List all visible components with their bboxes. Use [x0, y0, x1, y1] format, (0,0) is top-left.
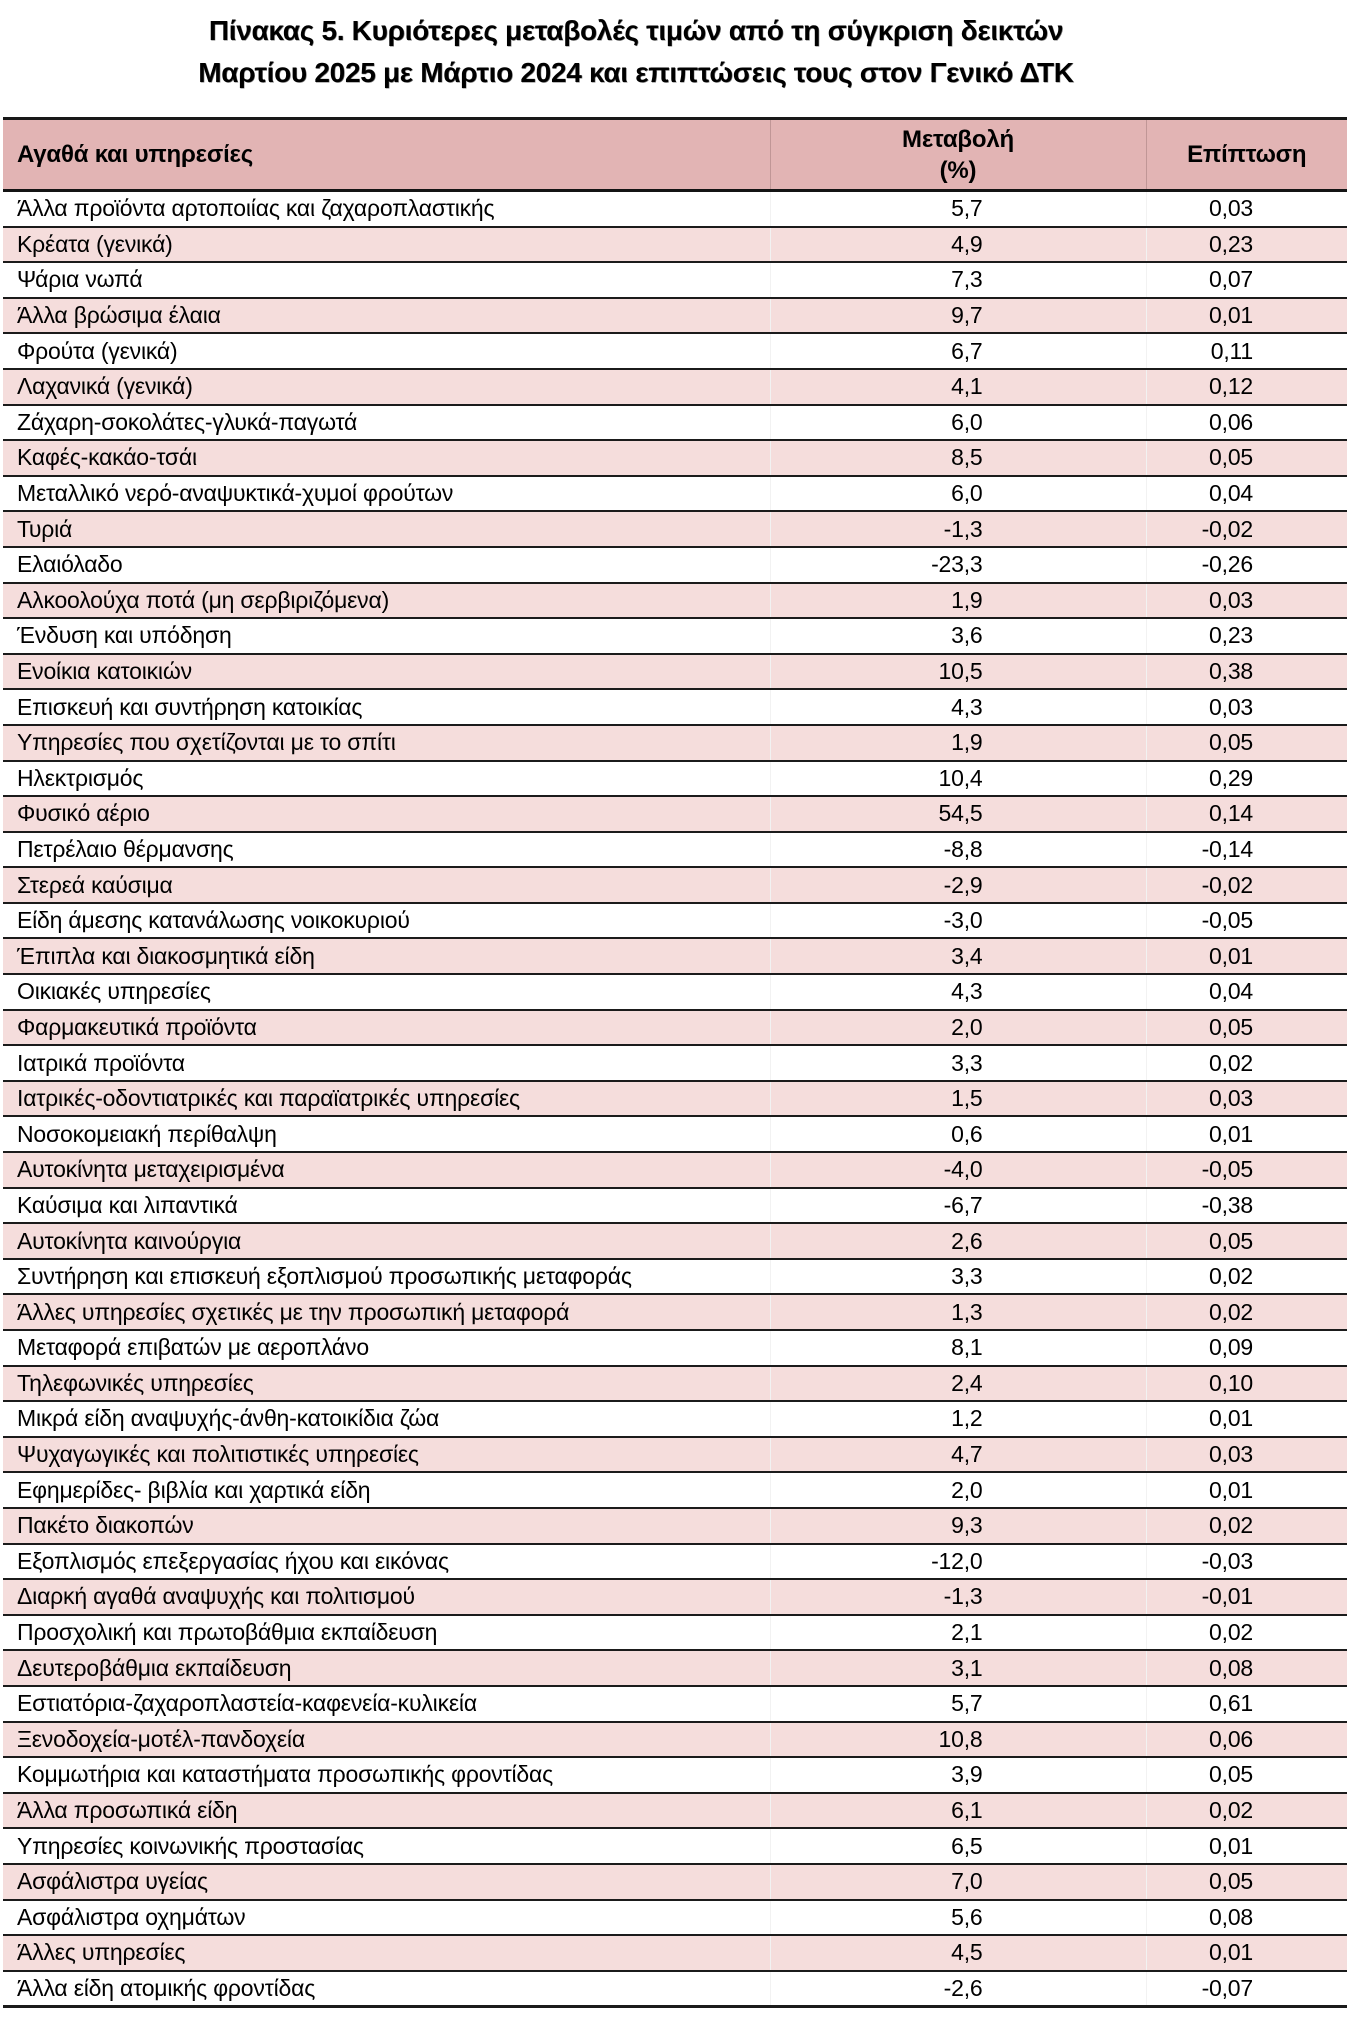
- table-row: [3, 1615, 1347, 1651]
- price-changes-table: [3, 117, 1347, 2008]
- table-row: [3, 1472, 1347, 1508]
- change-percent-cell: 1,9: [770, 725, 1146, 761]
- impact-cell: 0,01: [1146, 1116, 1347, 1152]
- change-percent-cell: 5,7: [770, 191, 1146, 227]
- row-label-cell: Μεταλλικό νερό-αναψυκτικά-χυμοί φρούτων: [3, 476, 770, 512]
- change-percent-cell: 2,1: [770, 1615, 1146, 1651]
- impact-cell: 0,07: [1146, 262, 1347, 298]
- impact-cell: 0,03: [1146, 1081, 1347, 1117]
- column-header-impact: Επίπτωση: [1146, 119, 1347, 191]
- change-percent-cell: 10,8: [770, 1722, 1146, 1758]
- table-row: [3, 903, 1347, 939]
- table-row: [3, 1864, 1347, 1900]
- table-row: [3, 1152, 1347, 1188]
- impact-cell: 0,02: [1146, 1615, 1347, 1651]
- impact-cell: 0,01: [1146, 298, 1347, 334]
- change-percent-cell: 2,0: [770, 1472, 1146, 1508]
- impact-cell: -0,03: [1146, 1544, 1347, 1580]
- change-percent-cell: 2,4: [770, 1366, 1146, 1402]
- table-row: [3, 761, 1347, 797]
- row-label-cell: Άλλα είδη ατομικής φροντίδας: [3, 1971, 770, 2007]
- table-row: [3, 191, 1347, 227]
- table-row: [3, 1579, 1347, 1615]
- row-label-cell: Καύσιμα και λιπαντικά: [3, 1188, 770, 1224]
- impact-cell: 0,01: [1146, 1935, 1347, 1971]
- row-label-cell: Εξοπλισμός επεξεργασίας ήχου και εικόνας: [3, 1544, 770, 1580]
- table-row: [3, 618, 1347, 654]
- row-label-cell: Πακέτο διακοπών: [3, 1508, 770, 1544]
- table-row: [3, 1366, 1347, 1402]
- impact-cell: 0,11: [1146, 333, 1347, 369]
- row-label-cell: Ιατρικά προϊόντα: [3, 1045, 770, 1081]
- change-percent-cell: 0,6: [770, 1116, 1146, 1152]
- row-label-cell: Ψάρια νωπά: [3, 262, 770, 298]
- row-label-cell: Δευτεροβάθμια εκπαίδευση: [3, 1650, 770, 1686]
- change-percent-cell: 1,2: [770, 1401, 1146, 1437]
- impact-cell: 0,06: [1146, 405, 1347, 441]
- impact-cell: -0,01: [1146, 1579, 1347, 1615]
- table-row: [3, 369, 1347, 405]
- table-row: [3, 1294, 1347, 1330]
- impact-cell: 0,05: [1146, 1757, 1347, 1793]
- impact-cell: 0,05: [1146, 1223, 1347, 1259]
- row-label-cell: Φαρμακευτικά προϊόντα: [3, 1010, 770, 1046]
- table-row: [3, 583, 1347, 619]
- change-percent-cell: -1,3: [770, 1579, 1146, 1615]
- impact-cell: 0,02: [1146, 1294, 1347, 1330]
- change-percent-cell: -6,7: [770, 1188, 1146, 1224]
- table-row: [3, 440, 1347, 476]
- table-row: [3, 1935, 1347, 1971]
- change-percent-cell: 3,3: [770, 1045, 1146, 1081]
- row-label-cell: Αυτοκίνητα μεταχειρισμένα: [3, 1152, 770, 1188]
- header-row: [3, 119, 1347, 191]
- change-percent-cell: 3,1: [770, 1650, 1146, 1686]
- row-label-cell: Φρούτα (γενικά): [3, 333, 770, 369]
- table-row: [3, 1544, 1347, 1580]
- impact-cell: 0,05: [1146, 1864, 1347, 1900]
- table-row: [3, 1971, 1347, 2007]
- table-row: [3, 867, 1347, 903]
- change-percent-cell: 2,0: [770, 1010, 1146, 1046]
- impact-cell: 0,08: [1146, 1900, 1347, 1936]
- change-percent-cell: 3,6: [770, 618, 1146, 654]
- change-percent-cell: 8,1: [770, 1330, 1146, 1366]
- impact-cell: -0,02: [1146, 867, 1347, 903]
- change-percent-cell: -23,3: [770, 547, 1146, 583]
- title-line-1: Πίνακας 5. Κυριότερες μεταβολές τιμών από τη σύγκριση δεικτών: [208, 15, 1064, 46]
- table-row: [3, 511, 1347, 547]
- impact-cell: 0,61: [1146, 1686, 1347, 1722]
- column-header-change-line1: Μεταβολή: [902, 125, 1014, 153]
- table-row: [3, 1900, 1347, 1936]
- row-label-cell: Άλλα προσωπικά είδη: [3, 1793, 770, 1829]
- impact-cell: 0,01: [1146, 1472, 1347, 1508]
- row-label-cell: Είδη άμεσης κατανάλωσης νοικοκυριού: [3, 903, 770, 939]
- table-row: [3, 1828, 1347, 1864]
- row-label-cell: Ασφάλιστρα οχημάτων: [3, 1900, 770, 1936]
- change-percent-cell: 7,0: [770, 1864, 1146, 1900]
- change-percent-cell: 3,9: [770, 1757, 1146, 1793]
- change-percent-cell: -1,3: [770, 511, 1146, 547]
- table-row: [3, 1793, 1347, 1829]
- impact-cell: -0,14: [1146, 832, 1347, 868]
- impact-cell: -0,38: [1146, 1188, 1347, 1224]
- change-percent-cell: 5,6: [770, 1900, 1146, 1936]
- row-label-cell: Εφημερίδες- βιβλία και χαρτικά είδη: [3, 1472, 770, 1508]
- row-label-cell: Ψυχαγωγικές και πολιτιστικές υπηρεσίες: [3, 1437, 770, 1473]
- change-percent-cell: 6,0: [770, 476, 1146, 512]
- table-row: [3, 1081, 1347, 1117]
- row-label-cell: Άλλα προϊόντα αρτοποιίας και ζαχαροπλαστικής: [3, 191, 770, 227]
- impact-cell: 0,23: [1146, 618, 1347, 654]
- row-label-cell: Τυριά: [3, 511, 770, 547]
- change-percent-cell: 6,1: [770, 1793, 1146, 1829]
- row-label-cell: Άλλες υπηρεσίες σχετικές με την προσωπική μεταφορά: [3, 1294, 770, 1330]
- table-row: [3, 227, 1347, 263]
- change-percent-cell: -2,9: [770, 867, 1146, 903]
- impact-cell: 0,38: [1146, 654, 1347, 690]
- column-header-change-percent: [770, 119, 1146, 191]
- change-percent-cell: 10,4: [770, 761, 1146, 797]
- table-row: [3, 832, 1347, 868]
- row-label-cell: Μικρά είδη αναψυχής-άνθη-κατοικίδια ζώα: [3, 1401, 770, 1437]
- impact-cell: 0,01: [1146, 1401, 1347, 1437]
- table-body: [3, 191, 1347, 2007]
- impact-cell: -0,26: [1146, 547, 1347, 583]
- table-row: [3, 1223, 1347, 1259]
- change-percent-cell: 3,3: [770, 1259, 1146, 1295]
- title-line-2: Μαρτίου 2025 με Μάρτιο 2024 και επιπτώσεις τους στον Γενικό ΔΤΚ: [198, 57, 1074, 88]
- change-percent-cell: 6,0: [770, 405, 1146, 441]
- table-row: [3, 1508, 1347, 1544]
- change-percent-cell: 1,5: [770, 1081, 1146, 1117]
- row-label-cell: Καφές-κακάο-τσάι: [3, 440, 770, 476]
- table-row: [3, 1045, 1347, 1081]
- change-percent-cell: 5,7: [770, 1686, 1146, 1722]
- table-row: [3, 1330, 1347, 1366]
- table-row: [3, 547, 1347, 583]
- change-percent-cell: -12,0: [770, 1544, 1146, 1580]
- change-percent-cell: 4,7: [770, 1437, 1146, 1473]
- impact-cell: 0,01: [1146, 1828, 1347, 1864]
- impact-cell: 0,04: [1146, 974, 1347, 1010]
- change-percent-cell: 2,6: [770, 1223, 1146, 1259]
- table-row: [3, 1722, 1347, 1758]
- change-percent-cell: 4,3: [770, 974, 1146, 1010]
- row-label-cell: Οικιακές υπηρεσίες: [3, 974, 770, 1010]
- row-label-cell: Μεταφορά επιβατών με αεροπλάνο: [3, 1330, 770, 1366]
- impact-cell: 0,14: [1146, 796, 1347, 832]
- row-label-cell: Ένδυση και υπόδηση: [3, 618, 770, 654]
- impact-cell: 0,03: [1146, 1437, 1347, 1473]
- row-label-cell: Ενοίκια κατοικιών: [3, 654, 770, 690]
- row-label-cell: Διαρκή αγαθά αναψυχής και πολιτισμού: [3, 1579, 770, 1615]
- row-label-cell: Λαχανικά (γενικά): [3, 369, 770, 405]
- table-row: [3, 405, 1347, 441]
- change-percent-cell: -2,6: [770, 1971, 1146, 2007]
- row-label-cell: Συντήρηση και επισκευή εξοπλισμού προσωπικής μεταφοράς: [3, 1259, 770, 1295]
- table-row: [3, 262, 1347, 298]
- row-label-cell: Κομμωτήρια και καταστήματα προσωπικής φροντίδας: [3, 1757, 770, 1793]
- row-label-cell: Αυτοκίνητα καινούργια: [3, 1223, 770, 1259]
- impact-cell: 0,06: [1146, 1722, 1347, 1758]
- table-row: [3, 1650, 1347, 1686]
- row-label-cell: Στερεά καύσιμα: [3, 867, 770, 903]
- impact-cell: 0,04: [1146, 476, 1347, 512]
- row-label-cell: Ξενοδοχεία-μοτέλ-πανδοχεία: [3, 1722, 770, 1758]
- change-percent-cell: 8,5: [770, 440, 1146, 476]
- row-label-cell: Υπηρεσίες κοινωνικής προστασίας: [3, 1828, 770, 1864]
- row-label-cell: Προσχολική και πρωτοβάθμια εκπαίδευση: [3, 1615, 770, 1651]
- impact-cell: 0,10: [1146, 1366, 1347, 1402]
- table-row: [3, 1437, 1347, 1473]
- impact-cell: 0,02: [1146, 1259, 1347, 1295]
- impact-cell: 0,12: [1146, 369, 1347, 405]
- change-percent-cell: -4,0: [770, 1152, 1146, 1188]
- table-row: [3, 1686, 1347, 1722]
- table-row: [3, 1401, 1347, 1437]
- table-row: [3, 1757, 1347, 1793]
- row-label-cell: Επισκευή και συντήρηση κατοικίας: [3, 689, 770, 725]
- table-row: [3, 654, 1347, 690]
- change-percent-cell: 54,5: [770, 796, 1146, 832]
- table-row: [3, 974, 1347, 1010]
- row-label-cell: Νοσοκομειακή περίθαλψη: [3, 1116, 770, 1152]
- table-row: [3, 689, 1347, 725]
- change-percent-cell: 10,5: [770, 654, 1146, 690]
- table-row: [3, 333, 1347, 369]
- impact-cell: 0,08: [1146, 1650, 1347, 1686]
- change-percent-cell: 4,1: [770, 369, 1146, 405]
- impact-cell: -0,05: [1146, 1152, 1347, 1188]
- impact-cell: -0,02: [1146, 511, 1347, 547]
- table-row: [3, 1010, 1347, 1046]
- impact-cell: 0,02: [1146, 1793, 1347, 1829]
- row-label-cell: Άλλα βρώσιμα έλαια: [3, 298, 770, 334]
- impact-cell: 0,29: [1146, 761, 1347, 797]
- column-header-goods: Αγαθά και υπηρεσίες: [3, 119, 770, 191]
- column-header-change-line2: (%): [939, 156, 977, 184]
- row-label-cell: Κρέατα (γενικά): [3, 227, 770, 263]
- change-percent-cell: 4,3: [770, 689, 1146, 725]
- row-label-cell: Φυσικό αέριο: [3, 796, 770, 832]
- table-row: [3, 796, 1347, 832]
- impact-cell: 0,05: [1146, 1010, 1347, 1046]
- row-label-cell: Εστιατόρια-ζαχαροπλαστεία-καφενεία-κυλικεία: [3, 1686, 770, 1722]
- change-percent-cell: -8,8: [770, 832, 1146, 868]
- change-percent-cell: 9,3: [770, 1508, 1146, 1544]
- impact-cell: 0,23: [1146, 227, 1347, 263]
- change-percent-cell: 4,9: [770, 227, 1146, 263]
- table-row: [3, 938, 1347, 974]
- page-title: [0, 10, 1272, 94]
- row-label-cell: Ελαιόλαδο: [3, 547, 770, 583]
- impact-cell: 0,01: [1146, 938, 1347, 974]
- row-label-cell: Ηλεκτρισμός: [3, 761, 770, 797]
- change-percent-cell: 3,4: [770, 938, 1146, 974]
- row-label-cell: Υπηρεσίες που σχετίζονται με το σπίτι: [3, 725, 770, 761]
- impact-cell: 0,03: [1146, 191, 1347, 227]
- change-percent-cell: 7,3: [770, 262, 1146, 298]
- change-percent-cell: 9,7: [770, 298, 1146, 334]
- impact-cell: 0,05: [1146, 440, 1347, 476]
- impact-cell: -0,07: [1146, 1971, 1347, 2007]
- row-label-cell: Πετρέλαιο θέρμανσης: [3, 832, 770, 868]
- table-row: [3, 476, 1347, 512]
- row-label-cell: Άλλες υπηρεσίες: [3, 1935, 770, 1971]
- impact-cell: 0,03: [1146, 689, 1347, 725]
- impact-cell: 0,02: [1146, 1045, 1347, 1081]
- impact-cell: 0,02: [1146, 1508, 1347, 1544]
- change-percent-cell: 1,9: [770, 583, 1146, 619]
- change-percent-cell: -3,0: [770, 903, 1146, 939]
- table-row: [3, 298, 1347, 334]
- change-percent-cell: 1,3: [770, 1294, 1146, 1330]
- row-label-cell: Αλκοολούχα ποτά (μη σερβιριζόμενα): [3, 583, 770, 619]
- impact-cell: 0,05: [1146, 725, 1347, 761]
- table-row: [3, 725, 1347, 761]
- impact-cell: -0,05: [1146, 903, 1347, 939]
- impact-cell: 0,03: [1146, 583, 1347, 619]
- table-row: [3, 1116, 1347, 1152]
- change-percent-cell: 6,5: [770, 1828, 1146, 1864]
- row-label-cell: Τηλεφωνικές υπηρεσίες: [3, 1366, 770, 1402]
- change-percent-cell: 4,5: [770, 1935, 1146, 1971]
- impact-cell: 0,09: [1146, 1330, 1347, 1366]
- table-row: [3, 1259, 1347, 1295]
- row-label-cell: Ιατρικές-οδοντιατρικές και παραϊατρικές υπηρεσίες: [3, 1081, 770, 1117]
- row-label-cell: Έπιπλα και διακοσμητικά είδη: [3, 938, 770, 974]
- table-row: [3, 1188, 1347, 1224]
- row-label-cell: Ζάχαρη-σοκολάτες-γλυκά-παγωτά: [3, 405, 770, 441]
- row-label-cell: Ασφάλιστρα υγείας: [3, 1864, 770, 1900]
- table-header: [3, 119, 1347, 191]
- change-percent-cell: 6,7: [770, 333, 1146, 369]
